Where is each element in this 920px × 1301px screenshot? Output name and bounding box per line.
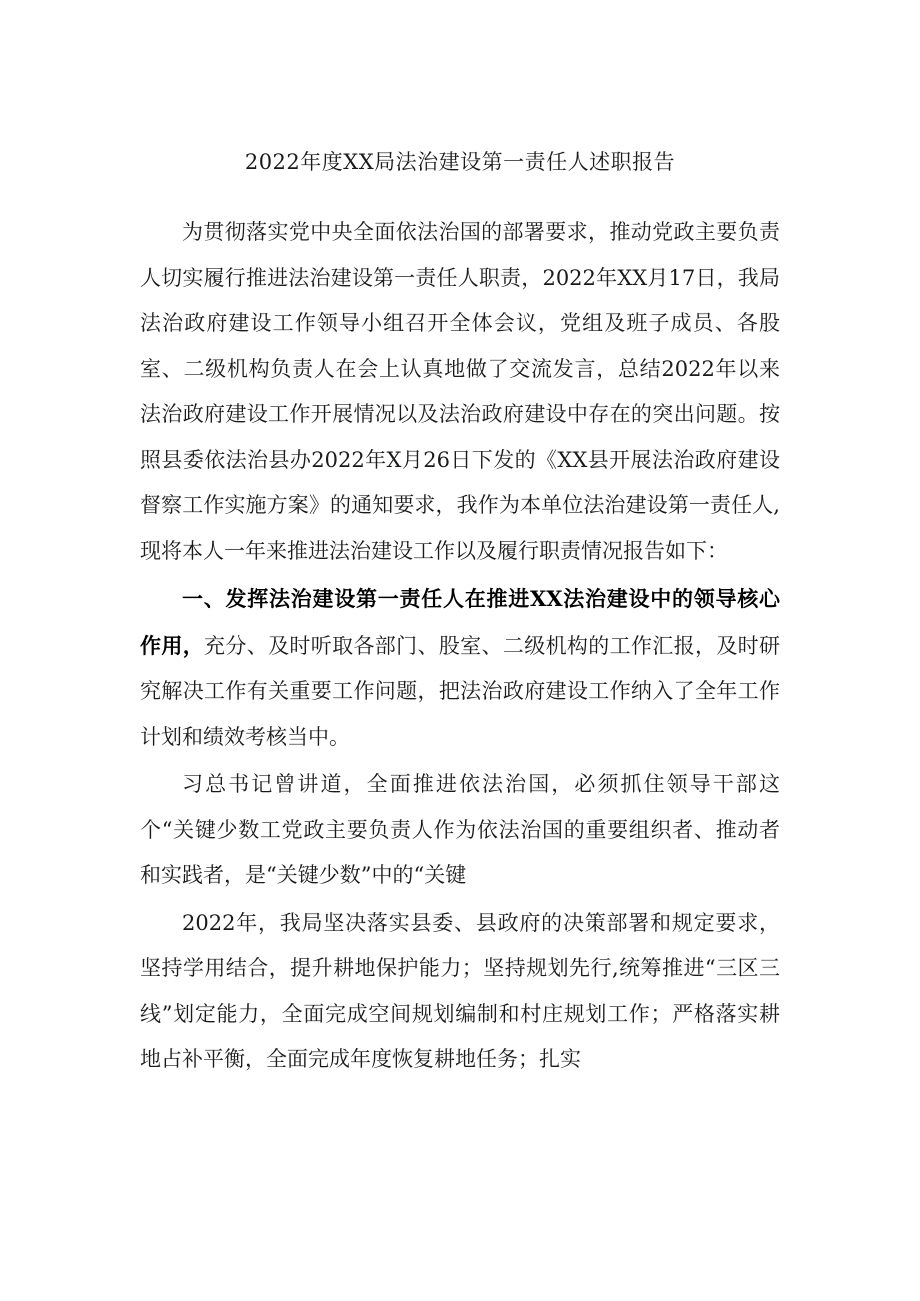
paragraph-2022-work: 2022年，我局坚决落实县委、县政府的决策部署和规定要求，坚持学用结合，提升耕地保护能力；坚持规划先行,统筹推进“三区三线”划定能力，全面完成空间规划编制和村庄规划工作；严格落实耕地占补平衡，全面完成年度恢复耕地任务；扎实 [140,910,780,1071]
paragraph-quote: 习总书记曾讲道，全面推进依法治国，必须抓住领导干部这个“关键少数工党政主要负责人作为依法治国的重要组织者、推动者和实践者，是“关键少数”中的“关键 [140,772,780,887]
section-one-heading: 一、发挥法治建设第一责任人在推进XX法治建设中的领导核心作用， [140,586,780,658]
document-body [140,210,780,1083]
paragraph-intro: 为贯彻落实党中央全面依法治国的部署要求，推动党政主要负责人切实履行推进法治建设第一责任人职责，2022年XX月17日，我局法治政府建设工作领导小组召开全体会议，党组及班子成员、各股室、二级机构负责人在会上认真地做了交流发言，总结2022年以来法治政府建设工作开展情况以及法治政府建设中存在的突出问题。按照县委依法治县办2022年X月26日下发的《XX县开展法治政府建设督察工作实施方案》的通知要求，我作为本单位法治建设第一责任人,现将本人一年来推进法治建设工作以及履行职责情况报告如下： [140,220,780,563]
document-title: 2022年度XX局法治建设第一责任人述职报告 [244,150,676,174]
section-one-text: 充分、及时听取各部门、股室、二级机构的工作汇报，及时研究解决工作有关重要工作问题，把法治政府建设工作纳入了全年工作计划和绩效考核当中。 [140,633,781,749]
paragraph-section-one [140,576,780,760]
